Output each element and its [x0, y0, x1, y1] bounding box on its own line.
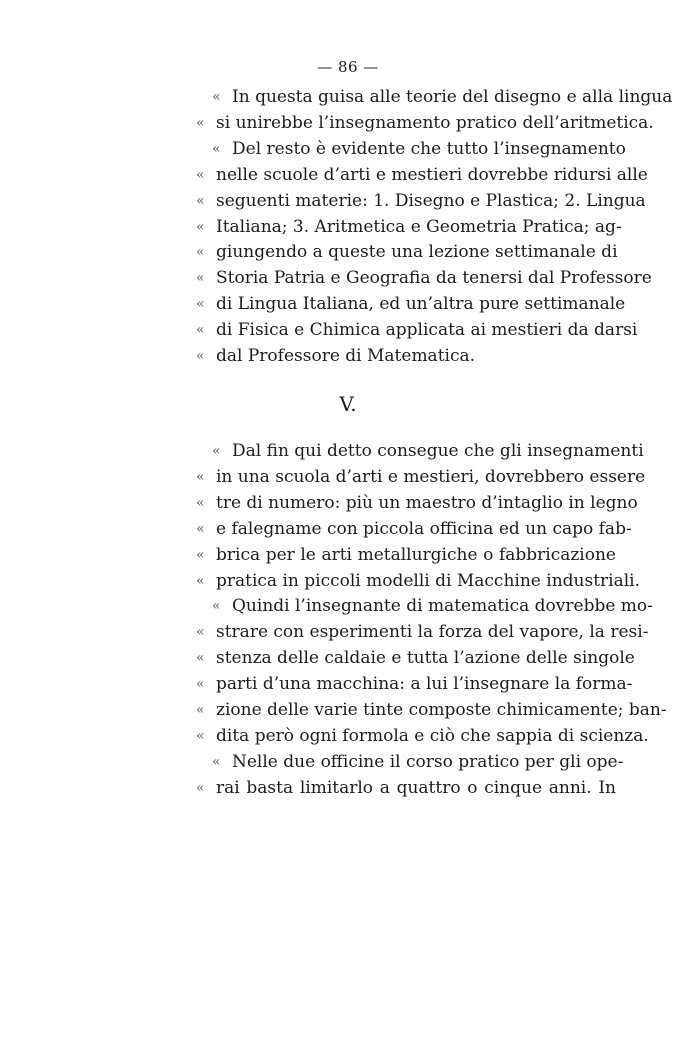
text-line	[0, 775, 696, 801]
line-text: Quindi l’insegnante di matematica dovrebbe mo-	[232, 596, 653, 617]
text-line	[0, 162, 696, 188]
quote-mark: «	[196, 520, 205, 537]
quote-mark: «	[196, 218, 205, 235]
quote-mark: «	[196, 270, 205, 287]
line-text: e falegname con piccola officina ed un capo fab-	[216, 518, 632, 539]
quote-mark: «	[212, 598, 221, 615]
line-text: pratica in piccoli modelli di Macchine industriali.	[216, 570, 641, 591]
line-text: si unirebbe l’insegnamento pratico dell’aritmetica.	[216, 112, 654, 133]
quote-mark: «	[196, 650, 205, 667]
line-text: giungendo a queste una lezione settimanale di	[216, 242, 618, 263]
line-text: strare con esperimenti la forza del vapore, la resi-	[216, 622, 649, 643]
quote-mark: «	[196, 572, 205, 589]
text-line	[0, 110, 696, 136]
line-text: Italiana; 3. Aritmetica e Geometria Pratica; ag-	[216, 216, 622, 237]
line-text: di Lingua Italiana, ed un’altra pure settimanale	[216, 294, 626, 315]
quote-mark: «	[196, 244, 205, 261]
text-line	[0, 645, 696, 671]
text-line	[0, 723, 696, 749]
quote-mark: «	[196, 624, 205, 641]
quote-mark: «	[196, 702, 205, 718]
quote-mark: «	[212, 753, 221, 770]
line-text: tre di numero: più un maestro d’intaglio in legno	[216, 492, 638, 513]
quote-mark: «	[212, 89, 221, 105]
text-line	[0, 188, 696, 214]
text-line	[0, 136, 696, 162]
line-text: In questa guisa alle teorie del disegno e alla lingua	[232, 87, 673, 107]
line-text: Nelle due officine il corso pratico per gli ope-	[232, 751, 624, 772]
quote-mark: «	[196, 114, 205, 131]
line-text: zione delle varie tinte composte chimicamente; ban-	[216, 700, 667, 720]
line-text: Dal fin qui detto consegue che gli insegnamenti	[232, 441, 644, 461]
line-text: di Fisica e Chimica applicata ai mestieri da darsi	[216, 320, 638, 341]
text-line	[0, 214, 696, 240]
text-line	[0, 464, 696, 490]
text-line	[0, 317, 696, 343]
quote-mark: «	[196, 494, 205, 511]
quote-mark: «	[196, 348, 205, 364]
text-line	[0, 343, 696, 369]
text-line	[0, 490, 696, 516]
quote-mark: «	[196, 676, 205, 693]
quote-mark: «	[196, 727, 205, 744]
quote-mark: «	[196, 779, 205, 796]
text-line	[0, 542, 696, 568]
quote-mark: «	[196, 322, 205, 339]
line-text: stenza delle caldaie e tutta l’azione delle singole	[216, 648, 635, 669]
text-line	[0, 291, 696, 317]
text-line	[0, 438, 696, 464]
line-text: dal Professore di Matematica.	[216, 346, 476, 366]
text-line	[0, 593, 696, 619]
line-text: dita però ogni formola e ciò che sappia di scienza.	[216, 725, 649, 746]
line-text: in una scuola d’arti e mestieri, dovrebbero essere	[216, 466, 646, 487]
quote-mark: «	[196, 192, 205, 209]
text-line	[0, 516, 696, 542]
line-text: seguenti materie: 1. Disegno e Plastica; 2. Lingua	[216, 190, 646, 211]
page-number: — 86 —	[317, 58, 379, 76]
text-line	[0, 84, 696, 110]
line-text: brica per le arti metallurgiche o fabbricazione	[216, 544, 616, 565]
text-line	[0, 749, 696, 775]
text-line	[0, 568, 696, 594]
quote-mark: «	[196, 296, 205, 313]
quote-mark: «	[212, 443, 221, 459]
text-line	[0, 265, 696, 291]
text-line	[0, 619, 696, 645]
line-text: rai basta limitarlo a quattro o cinque anni. In	[216, 777, 616, 798]
line-text: nelle scuole d’arti e mestieri dovrebbe ridursi alle	[216, 164, 648, 185]
quote-mark: «	[196, 166, 205, 183]
section-heading: V.	[339, 392, 357, 416]
text-line	[0, 697, 696, 723]
line-text: Storia Patria e Geografia da tenersi dal Professore	[216, 268, 652, 289]
line-text: Del resto è evidente che tutto l’insegnamento	[232, 138, 626, 159]
quote-mark: «	[196, 546, 205, 563]
line-text: parti d’una macchina: a lui l’insegnare la forma-	[216, 674, 633, 695]
quote-mark: «	[212, 140, 221, 157]
text-line	[0, 239, 696, 265]
text-line	[0, 671, 696, 697]
quote-mark: «	[196, 468, 205, 485]
